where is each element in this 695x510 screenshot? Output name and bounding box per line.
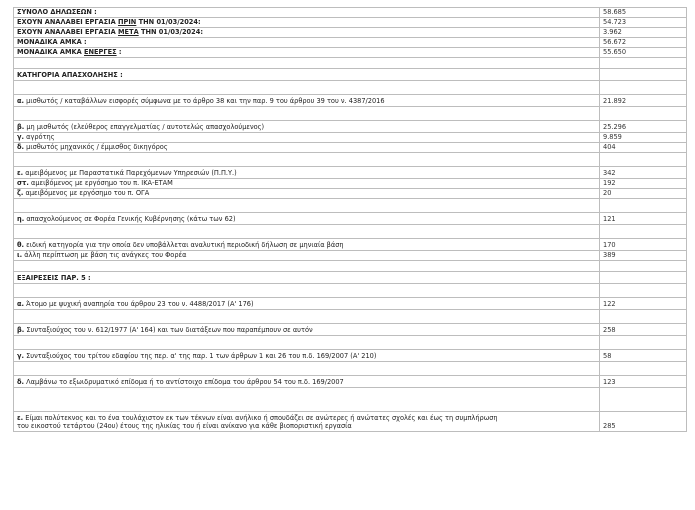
label-cell xyxy=(14,38,600,48)
section-header: ΕΞΑΙΡΕΣΕΙΣ ΠΑΡ. 5 : xyxy=(14,272,600,284)
value-cell xyxy=(600,284,687,298)
exception-row xyxy=(14,376,687,388)
item-text: μη μισθωτός (ελεύθερος επαγγελματίας / αυτοτελώς απασχολούμενος) xyxy=(26,123,265,131)
label-cell xyxy=(14,412,600,432)
label-cell xyxy=(14,310,600,324)
label-cell xyxy=(14,239,600,251)
value-cell xyxy=(600,310,687,324)
item-text: αγρότης xyxy=(26,133,55,141)
item-letter: θ. xyxy=(17,241,25,249)
label-cell xyxy=(14,121,600,133)
label-part: ΜΟΝΑΔΙΚΑ ΑΜΚΑ : xyxy=(17,38,87,46)
item-value: 389 xyxy=(600,251,687,261)
label-cell xyxy=(14,18,600,28)
label-cell xyxy=(14,324,600,336)
item-text: άλλη περίπτωση με βάση τις ανάγκες του Φορέα xyxy=(24,251,187,259)
item-text: αμειβόμενος με εργόσημο του π. ΙΚΑ-ΕΤΑΜ xyxy=(30,179,173,187)
label-cell xyxy=(14,336,600,350)
item-value: 342 xyxy=(600,167,687,179)
exception-row xyxy=(14,412,687,432)
summary-value: 3.962 xyxy=(600,28,687,38)
label-part: ΤΗΝ 01/03/2024: xyxy=(136,18,201,26)
exception-row xyxy=(14,298,687,310)
item-letter: δ. xyxy=(17,143,25,151)
item-letter: ζ. xyxy=(17,189,24,197)
item-value: 404 xyxy=(600,143,687,153)
summary-row xyxy=(14,8,687,18)
item-letter: δ. xyxy=(17,378,25,386)
spacer-row xyxy=(14,153,687,167)
label-cell xyxy=(14,213,600,225)
label-cell xyxy=(14,133,600,143)
item-letter: η. xyxy=(17,215,25,223)
item-text-continued: του εικοστού τετάρτου (24ου) έτους της ηλικίας του ή είναι ανίκανο για κάθε βιοποριστική εργασία xyxy=(17,422,352,430)
spacer-row xyxy=(14,388,687,412)
exception-row xyxy=(14,350,687,362)
item-value: 285 xyxy=(600,412,687,432)
category-row xyxy=(14,121,687,133)
spacer-row xyxy=(14,58,687,69)
spacer-row xyxy=(14,362,687,376)
section-header-row xyxy=(14,272,687,284)
section-header-row xyxy=(14,69,687,81)
category-row xyxy=(14,239,687,251)
summary-row xyxy=(14,38,687,48)
label-part: ΕΧΟΥΝ ΑΝΑΛΑΒΕΙ ΕΡΓΑΣΙΑ xyxy=(17,28,118,36)
label-cell xyxy=(14,167,600,179)
item-value: 58 xyxy=(600,350,687,362)
label-cell xyxy=(14,81,600,95)
label-part: ΕΧΟΥΝ ΑΝΑΛΑΒΕΙ ΕΡΓΑΣΙΑ xyxy=(17,18,118,26)
label-cell xyxy=(14,284,600,298)
item-letter: γ. xyxy=(17,352,24,360)
spacer-row xyxy=(14,107,687,121)
summary-value: 56.672 xyxy=(600,38,687,48)
item-text: Συνταξιούχος του ν. 612/1977 (Α' 164) και των διατάξεων που παραπέμπουν σε αυτόν xyxy=(26,326,313,334)
value-cell xyxy=(600,69,687,81)
label-cell xyxy=(14,376,600,388)
spacer-row xyxy=(14,261,687,272)
category-row xyxy=(14,95,687,107)
item-letter: στ. xyxy=(17,179,29,187)
item-text: Άτομο με ψυχική αναπηρία του άρθρου 23 του ν. 4488/2017 (Α' 176) xyxy=(26,300,254,308)
category-row xyxy=(14,179,687,189)
spacer-row xyxy=(14,310,687,324)
category-row xyxy=(14,167,687,179)
underlined-label-part: ΜΕΤΑ xyxy=(118,28,139,36)
item-text: μισθωτός / καταβάλλων εισφορές σύμφωνα με το άρθρο 38 και την παρ. 9 του άρθρου 39 του ν. 4387/2016 xyxy=(26,97,385,105)
value-cell xyxy=(600,225,687,239)
item-letter: ε. xyxy=(17,169,24,177)
exception-row xyxy=(14,324,687,336)
section-header: ΚΑΤΗΓΟΡΙΑ ΑΠΑΣΧΟΛΗΣΗΣ : xyxy=(14,69,600,81)
label-cell xyxy=(14,362,600,376)
category-row xyxy=(14,213,687,225)
item-value: 121 xyxy=(600,213,687,225)
item-text: Λαμβάνω το εξωιδρυματικό επίδομα ή το αντίστοιχο επίδομα του άρθρου 54 του π.δ. 169/2007 xyxy=(26,378,344,386)
label-cell xyxy=(14,261,600,272)
value-cell xyxy=(600,362,687,376)
summary-row xyxy=(14,48,687,58)
summary-row xyxy=(14,18,687,28)
label-cell xyxy=(14,48,600,58)
summary-value: 55.650 xyxy=(600,48,687,58)
category-row xyxy=(14,251,687,261)
underlined-label-part: ΕΝΕΡΓΕΣ xyxy=(84,48,117,56)
item-text: μισθωτός μηχανικός / έμμισθος δικηγόρος xyxy=(26,143,168,151)
label-cell xyxy=(14,189,600,199)
summary-value: 54.723 xyxy=(600,18,687,28)
label-cell xyxy=(14,8,600,18)
label-cell xyxy=(14,199,600,213)
summary-row xyxy=(14,28,687,38)
item-letter: α. xyxy=(17,97,25,105)
label-part: : xyxy=(116,48,122,56)
summary-value: 58.685 xyxy=(600,8,687,18)
label-cell xyxy=(14,350,600,362)
value-cell xyxy=(600,388,687,412)
spacer-row xyxy=(14,284,687,298)
value-cell xyxy=(600,199,687,213)
label-cell xyxy=(14,95,600,107)
item-value: 20 xyxy=(600,189,687,199)
label-cell xyxy=(14,179,600,189)
value-cell xyxy=(600,81,687,95)
value-cell xyxy=(600,272,687,284)
label-cell xyxy=(14,143,600,153)
label-cell xyxy=(14,251,600,261)
item-value: 170 xyxy=(600,239,687,251)
item-letter: α. xyxy=(17,300,25,308)
spacer-row xyxy=(14,225,687,239)
item-value: 123 xyxy=(600,376,687,388)
item-text: Είμαι πολύτεκνος και το ένα τουλάχιστον εκ των τέκνων είναι ανήλικο ή σπουδάζει σε ανώτερες ή ανώτατες σχολές και έως τη συμπλήρωση xyxy=(25,414,498,422)
value-cell xyxy=(600,153,687,167)
item-letter: ι. xyxy=(17,251,23,259)
item-value: 258 xyxy=(600,324,687,336)
value-cell xyxy=(600,58,687,69)
underlined-label-part: ΠΡΙΝ xyxy=(118,18,137,26)
spacer-row xyxy=(14,199,687,213)
item-value: 25.296 xyxy=(600,121,687,133)
value-cell xyxy=(600,261,687,272)
item-value: 21.892 xyxy=(600,95,687,107)
item-text: αμειβόμενος με εργόσημο του π. ΟΓΑ xyxy=(25,189,150,197)
label-part: ΜΟΝΑΔΙΚΑ ΑΜΚΑ xyxy=(17,48,85,56)
label-cell xyxy=(14,298,600,310)
item-letter: β. xyxy=(17,326,25,334)
item-value: 192 xyxy=(600,179,687,189)
spacer-row xyxy=(14,336,687,350)
spacer-row xyxy=(14,81,687,95)
label-part: ΤΗΝ 01/03/2024: xyxy=(138,28,203,36)
value-cell xyxy=(600,107,687,121)
category-row xyxy=(14,133,687,143)
item-letter: ε. xyxy=(17,414,24,422)
category-row xyxy=(14,143,687,153)
item-letter: β. xyxy=(17,123,25,131)
item-value: 9.859 xyxy=(600,133,687,143)
item-letter: γ. xyxy=(17,133,24,141)
statistics-table-body xyxy=(14,8,687,432)
statistics-table xyxy=(13,7,687,432)
item-text: ειδική κατηγορία για την οποία δεν υποβάλλεται αναλυτική περιοδική δήλωση σε μηνιαία βάση xyxy=(26,241,344,249)
item-text: απασχολούμενος σε Φορέα Γενικής Κυβέρνησης (κάτω των 62) xyxy=(26,215,236,223)
category-row xyxy=(14,189,687,199)
label-cell xyxy=(14,153,600,167)
label-cell xyxy=(14,58,600,69)
label-cell xyxy=(14,388,600,412)
item-text: αμειβόμενος με Παραστατικά Παρεχόμενων Υπηρεσιών (Π.Π.Υ.) xyxy=(25,169,237,177)
label-part: ΣΥΝΟΛΟ ΔΗΛΩΣΕΩΝ : xyxy=(17,8,97,16)
item-value: 122 xyxy=(600,298,687,310)
item-text: Συνταξιούχος του τρίτου εδαφίου της περ. α' της παρ. 1 των άρθρων 1 και 26 του π.δ. 169/2007 (Α' 210) xyxy=(26,352,377,360)
label-cell xyxy=(14,28,600,38)
label-cell xyxy=(14,225,600,239)
value-cell xyxy=(600,336,687,350)
label-cell xyxy=(14,107,600,121)
